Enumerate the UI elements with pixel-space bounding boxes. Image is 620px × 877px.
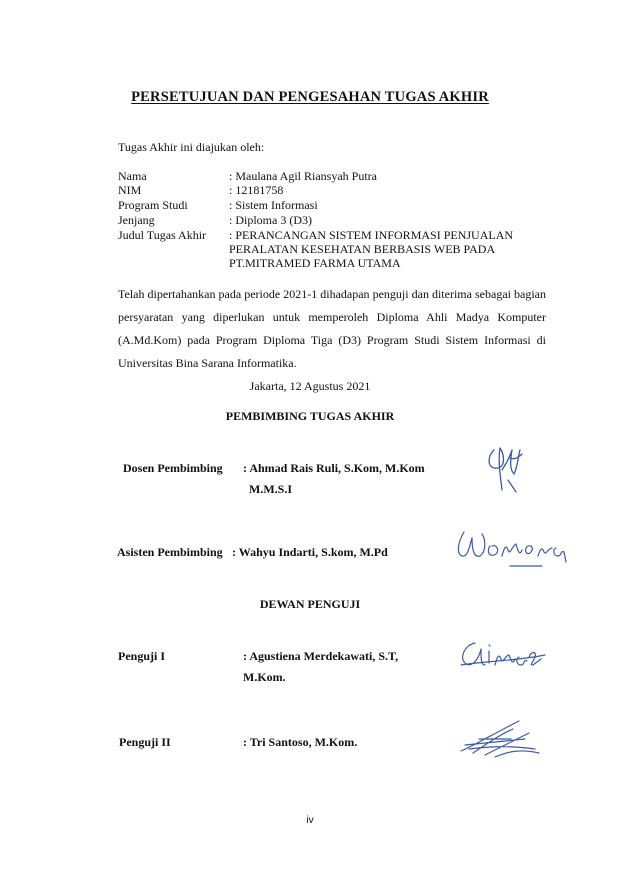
signature-ahmad-rais-ruli — [480, 440, 530, 498]
name-asisten-pembimbing: : Wahyu Indarti, S.kom, M.Pd — [232, 545, 388, 559]
penguji-heading: DEWAN PENGUJI — [259, 597, 361, 611]
judul-line-1: : PERANCANGAN SISTEM INFORMASI PENJUALAN — [229, 228, 514, 242]
judul-line-3: PT.MITRAMED FARMA UTAMA — [229, 256, 401, 270]
field-value-nama: : Maulana Agil Riansyah Putra — [229, 169, 377, 183]
name-penguji-2: : Tri Santoso, M.Kom. — [243, 735, 358, 749]
role-penguji-2: Penguji II — [119, 735, 171, 749]
field-label-program-studi: Program Studi — [118, 198, 188, 212]
name-penguji-1-line-2: M.Kom. — [243, 670, 286, 684]
field-label-jenjang: Jenjang — [118, 213, 155, 227]
page-number: iv — [306, 815, 314, 826]
name-dosen-pembimbing-line-2: M.M.S.I — [249, 482, 292, 496]
field-value-nim: : 12181758 — [229, 183, 284, 197]
role-penguji-1: Penguji I — [118, 649, 166, 663]
field-label-judul: Judul Tugas Akhir — [118, 228, 207, 242]
field-value-judul — [229, 228, 529, 270]
role-asisten-pembimbing: Asisten Pembimbing — [117, 545, 223, 559]
place-date: Jakarta, 12 Agustus 2021 — [249, 379, 371, 393]
field-value-program-studi: : Sistem Informasi — [229, 198, 318, 212]
signature-tri-santoso — [455, 715, 545, 760]
pembimbing-heading: PEMBIMBING TUGAS AKHIR — [225, 409, 395, 423]
signature-wahyu-indarti — [450, 522, 575, 574]
role-dosen-pembimbing: Dosen Pembimbing — [123, 461, 223, 475]
judul-line-2: PERALATAN KESEHATAN BERBASIS WEB PADA — [229, 242, 496, 256]
field-label-nama: Nama — [118, 169, 147, 183]
approval-paragraph-text: Telah dipertahankan pada periode 2021-1 dihadapan penguji dan diterima sebagai bagian persyaratan yang diperlukan untuk memperoleh Diploma Ahli Madya Komputer (A.Md.Kom) pada Program Diploma Tiga (D3) Program Studi Sistem Informasi di Universitas Bina Sarana Informatika. — [118, 287, 546, 370]
signature-agustiena-merdekawati — [455, 635, 547, 675]
approval-paragraph — [118, 283, 546, 375]
page-title: PERSETUJUAN DAN PENGESAHAN TUGAS AKHIR — [131, 89, 489, 105]
intro-text: Tugas Akhir ini diajukan oleh: — [118, 140, 265, 154]
field-label-nim: NIM — [118, 183, 142, 197]
name-dosen-pembimbing-line-1: : Ahmad Rais Ruli, S.Kom, M.Kom — [243, 461, 425, 475]
field-value-jenjang: : Diploma 3 (D3) — [229, 213, 312, 227]
name-penguji-1-line-1: : Agustiena Merdekawati, S.T, — [243, 649, 399, 663]
